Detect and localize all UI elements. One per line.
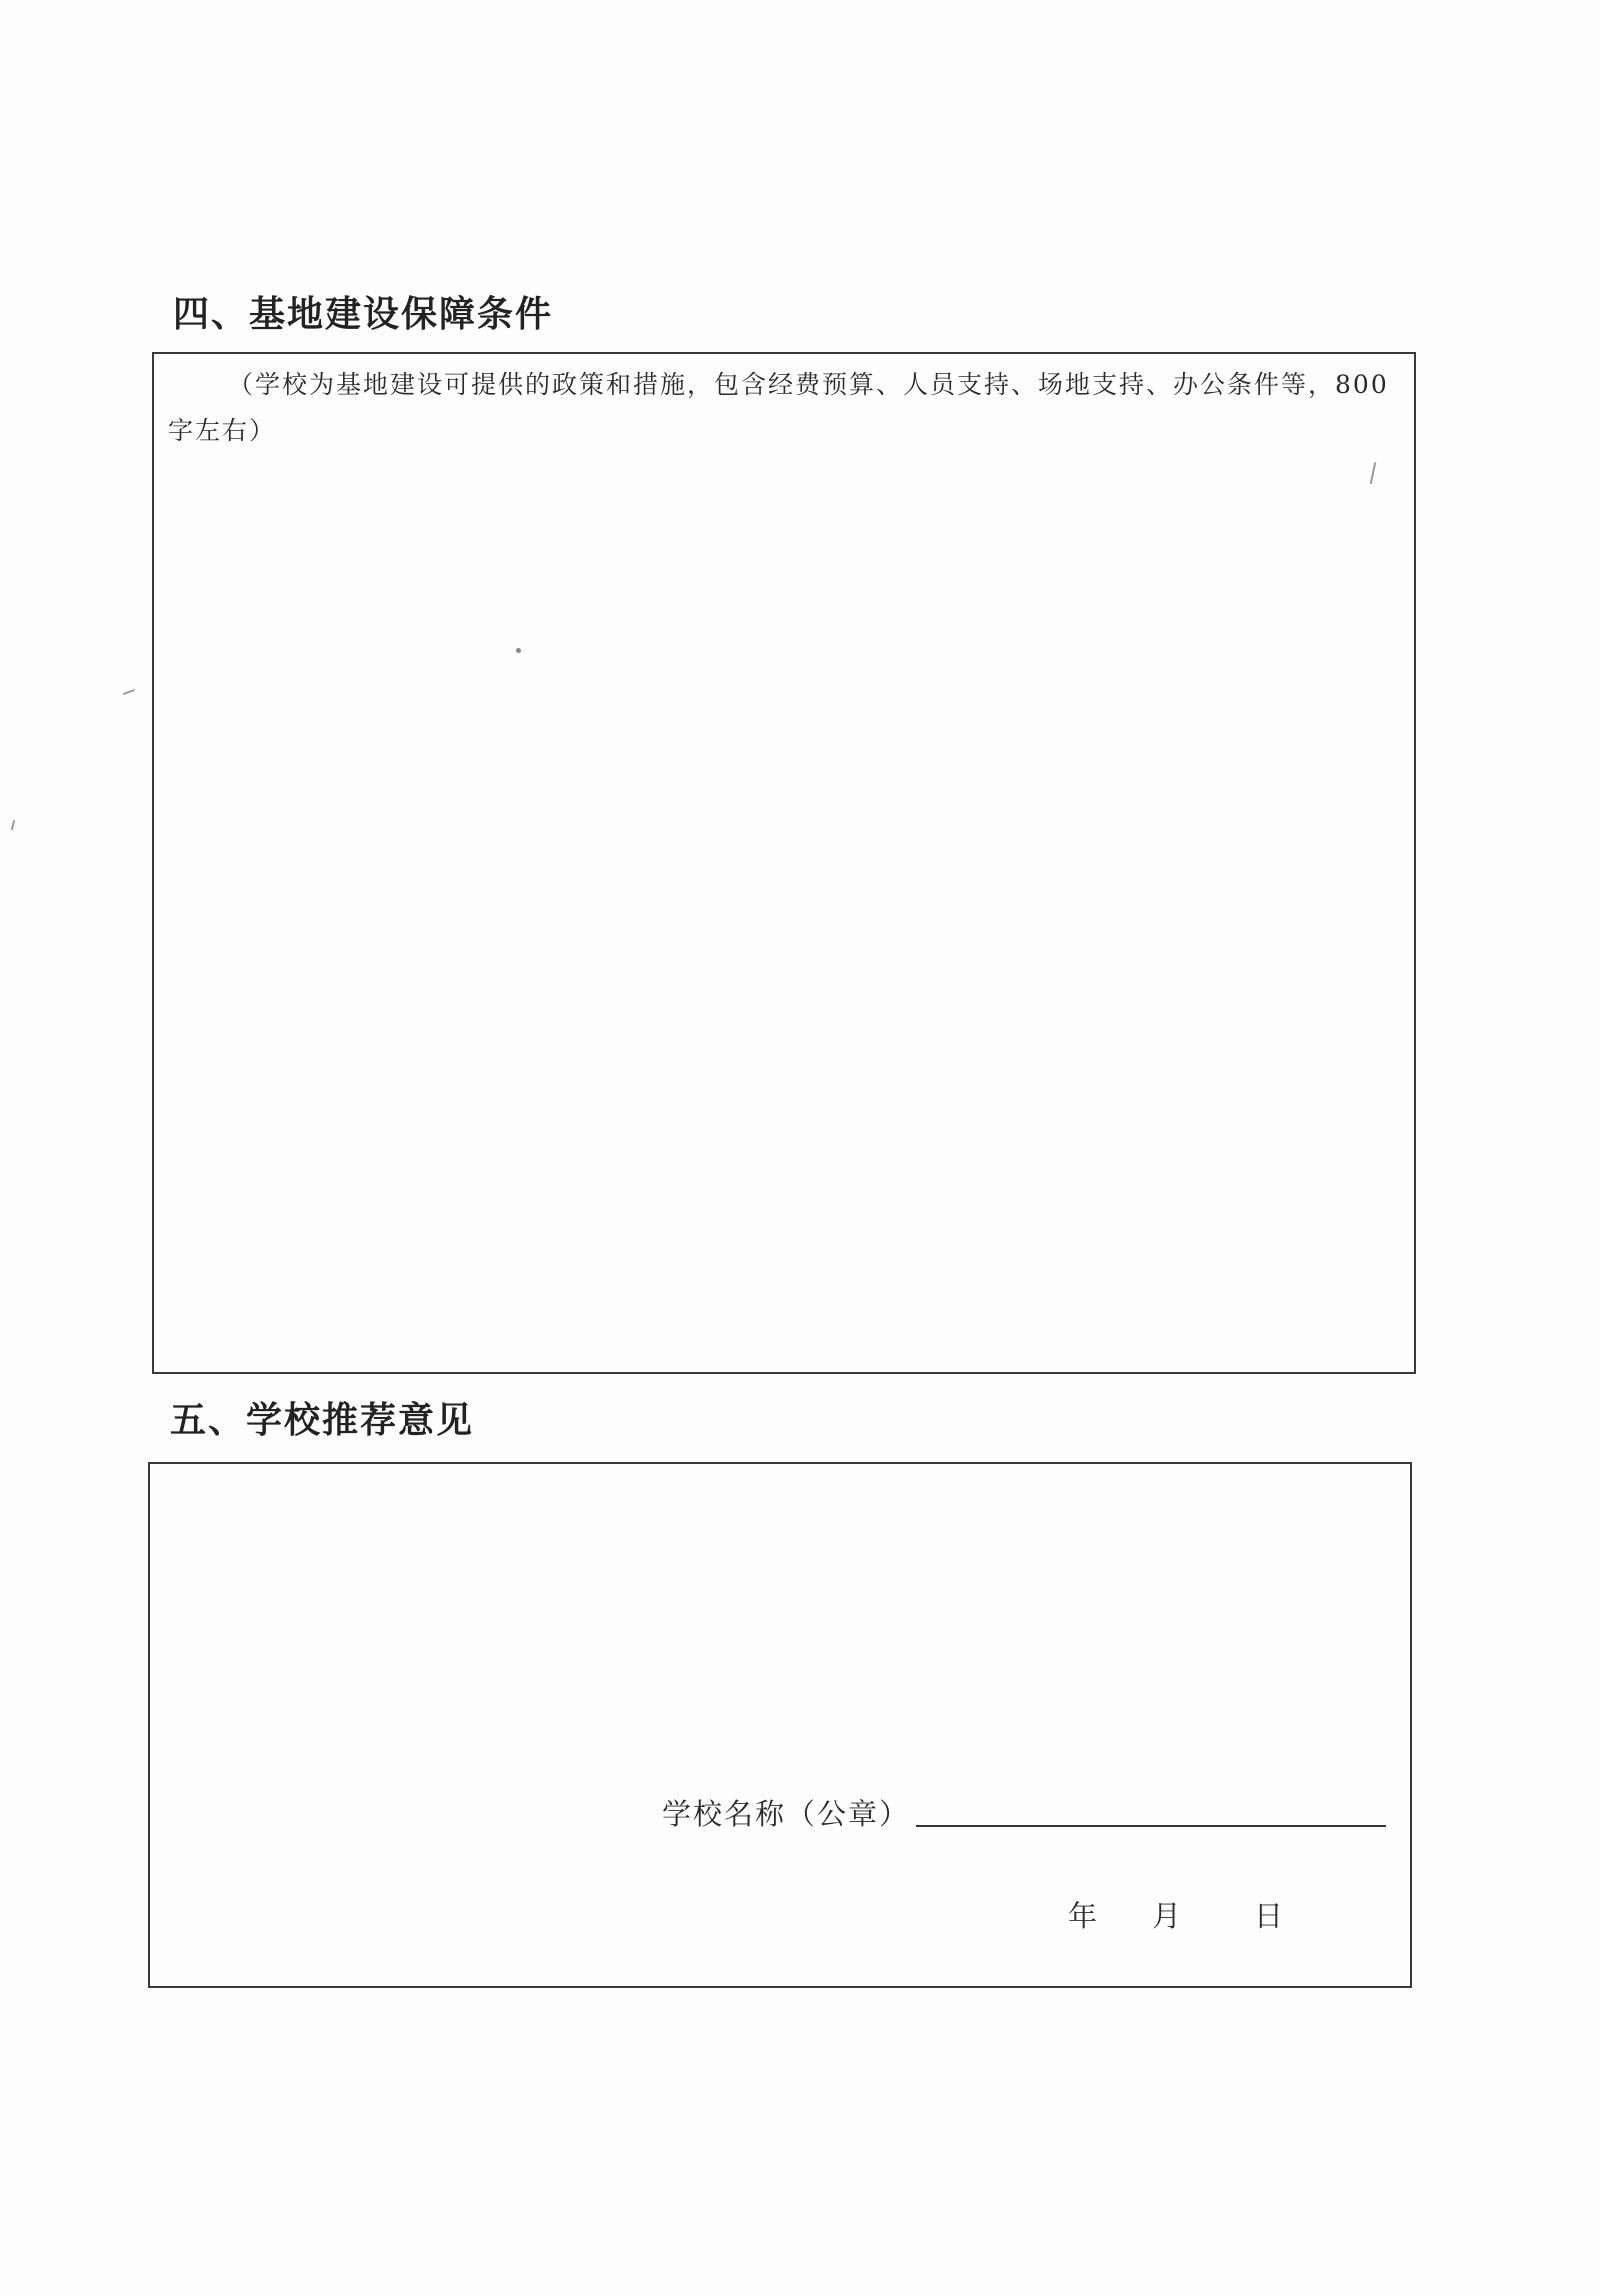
date-year-label: 年 <box>1068 1899 1098 1933</box>
scan-mark <box>11 820 16 830</box>
recommendation-box[interactable] <box>148 1462 1412 1988</box>
section-4-heading: 四、基地建设保障条件 <box>173 294 554 335</box>
school-name-seal-label: 学校名称（公章） <box>662 1797 911 1831</box>
scan-mark <box>123 689 135 695</box>
section-5-heading: 五、学校推荐意见 <box>170 1400 475 1441</box>
support-conditions-instruction: （学校为基地建设可提供的政策和措施，包含经费预算、人员支持、场地支持、办公条件等，800字左右） <box>168 370 1389 445</box>
signature-row <box>662 1792 1386 1836</box>
school-name-signature-line[interactable] <box>916 1805 1386 1827</box>
date-month-label: 月 <box>1152 1899 1182 1933</box>
date-day-label: 日 <box>1254 1899 1284 1933</box>
support-conditions-box[interactable] <box>152 352 1416 1374</box>
scan-speck <box>516 648 521 653</box>
